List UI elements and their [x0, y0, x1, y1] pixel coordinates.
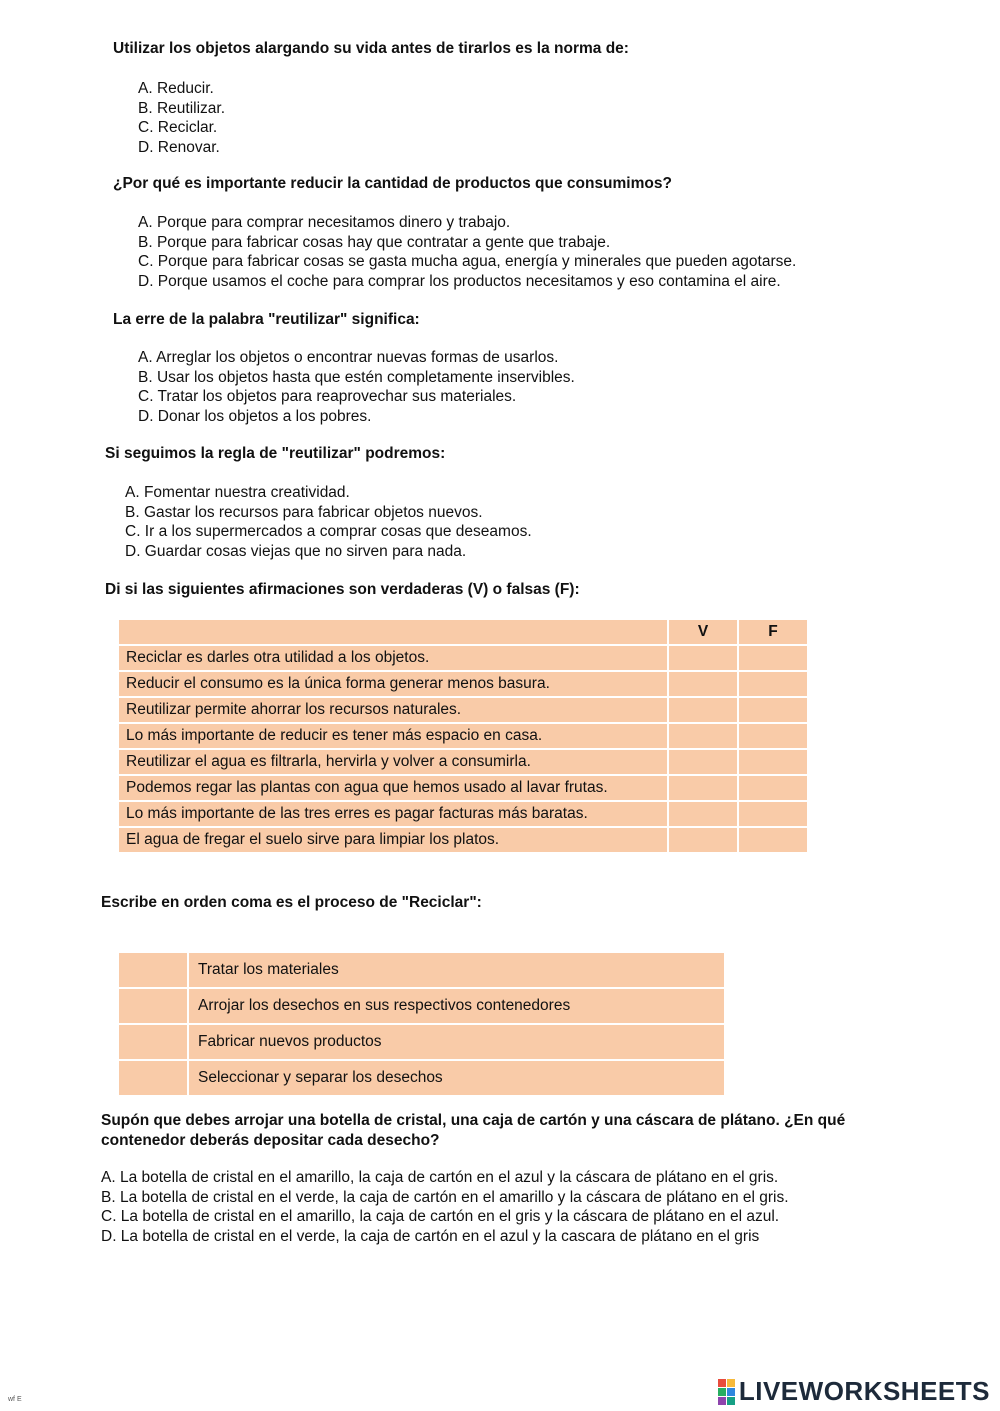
logo-icon	[718, 1379, 735, 1405]
option-3a[interactable]: A. Arreglar los objetos o encontrar nuevas formas de usarlos.	[138, 349, 559, 366]
option-7b[interactable]: B. La botella de cristal en el verde, la caja de cartón en el amarillo y la cáscara de plátano en el gris.	[101, 1188, 789, 1206]
option-2d[interactable]: D. Porque usamos el coche para comprar los productos necesitamos y eso contamina el aire.	[138, 272, 781, 290]
table-row	[119, 802, 807, 826]
table-row	[119, 953, 724, 987]
step-4: Seleccionar y separar los desechos	[189, 1061, 724, 1095]
statement-4: Lo más importante de reducir es tener más espacio en casa.	[119, 724, 667, 748]
option-1a[interactable]: A. Reducir.	[138, 80, 214, 97]
question-7-options	[101, 1168, 789, 1246]
question-6: Escribe en orden coma es el proceso de "Reciclar":	[101, 894, 482, 911]
table-row	[119, 989, 724, 1023]
table-row	[119, 724, 807, 748]
option-7a[interactable]: A. La botella de cristal en el amarillo, la caja de cartón en el azul y la cáscara de plátano en el gris.	[101, 1169, 779, 1186]
table-row	[119, 646, 807, 670]
option-4a[interactable]: A. Fomentar nuestra creatividad.	[125, 484, 350, 501]
table-row	[119, 1061, 724, 1095]
option-3d[interactable]: D. Donar los objetos a los pobres.	[138, 407, 372, 425]
answer-v-3[interactable]	[669, 698, 737, 722]
answer-v-5[interactable]	[669, 750, 737, 774]
option-3c[interactable]: C. Tratar los objetos para reaprovechar sus materiales.	[138, 388, 517, 405]
table-row	[119, 750, 807, 774]
question-4: Si seguimos la regla de "reutilizar" podremos:	[105, 445, 446, 462]
option-2c[interactable]: C. Porque para fabricar cosas se gasta mucha agua, energía y minerales que pueden agotarse.	[138, 253, 797, 270]
logo-text: LIVEWORKSHEETS	[738, 1376, 990, 1406]
question-2-options	[138, 213, 796, 291]
option-2a[interactable]: A. Porque para comprar necesitamos dinero y trabajo.	[138, 214, 511, 231]
table-row	[119, 672, 807, 696]
step-1: Tratar los materiales	[189, 953, 724, 987]
answer-v-7[interactable]	[669, 802, 737, 826]
header-blank-cell	[119, 620, 667, 644]
step-3: Fabricar nuevos productos	[189, 1025, 724, 1059]
question-2: ¿Por qué es importante reducir la cantidad de productos que consumimos?	[113, 175, 672, 192]
table-row	[119, 1025, 724, 1059]
option-4c[interactable]: C. Ir a los supermercados a comprar cosas que deseamos.	[125, 523, 532, 540]
answer-v-1[interactable]	[669, 646, 737, 670]
answer-v-2[interactable]	[669, 672, 737, 696]
option-1d[interactable]: D. Renovar.	[138, 138, 220, 156]
table-row	[119, 828, 807, 852]
statement-6: Podemos regar las plantas con agua que hemos usado al lavar frutas.	[119, 776, 667, 800]
option-4b[interactable]: B. Gastar los recursos para fabricar objetos nuevos.	[125, 503, 483, 521]
order-table	[117, 951, 726, 1097]
answer-f-7[interactable]	[739, 802, 807, 826]
question-7: Supón que debes arrojar una botella de cristal, una caja de cartón y una cáscara de plátano. ¿En qué contenedor deberás depositar cada desecho?	[101, 1112, 846, 1149]
question-3-options	[138, 348, 575, 426]
answer-f-1[interactable]	[739, 646, 807, 670]
option-7d[interactable]: D. La botella de cristal en el verde, la caja de cartón en el azul y la cascara de plátano en el gris	[101, 1227, 760, 1245]
option-3b[interactable]: B. Usar los objetos hasta que estén completamente inservibles.	[138, 368, 575, 386]
statement-7: Lo más importante de las tres erres es pagar facturas más baratas.	[119, 802, 667, 826]
statement-1: Reciclar es darles otra utilidad a los objetos.	[119, 646, 667, 670]
option-2b[interactable]: B. Porque para fabricar cosas hay que contratar a gente que trabaje.	[138, 233, 611, 251]
statement-8: El agua de fregar el suelo sirve para limpiar los platos.	[119, 828, 667, 852]
statement-3: Reutilizar permite ahorrar los recursos naturales.	[119, 698, 667, 722]
answer-f-4[interactable]	[739, 724, 807, 748]
order-input-2[interactable]	[119, 989, 187, 1023]
header-f: F	[739, 620, 807, 644]
option-1b[interactable]: B. Reutilizar.	[138, 99, 226, 117]
true-false-table	[117, 618, 809, 854]
answer-f-6[interactable]	[739, 776, 807, 800]
table-row	[119, 698, 807, 722]
header-v: V	[669, 620, 737, 644]
statement-5: Reutilizar el agua es filtrarla, hervirla y volver a consumirla.	[119, 750, 667, 774]
footer-mark: wf E	[8, 1396, 22, 1403]
answer-f-5[interactable]	[739, 750, 807, 774]
order-input-1[interactable]	[119, 953, 187, 987]
question-3: La erre de la palabra "reutilizar" significa:	[113, 311, 420, 328]
answer-v-6[interactable]	[669, 776, 737, 800]
answer-v-8[interactable]	[669, 828, 737, 852]
answer-v-4[interactable]	[669, 724, 737, 748]
order-input-3[interactable]	[119, 1025, 187, 1059]
answer-f-8[interactable]	[739, 828, 807, 852]
answer-f-2[interactable]	[739, 672, 807, 696]
answer-f-3[interactable]	[739, 698, 807, 722]
question-1-options	[138, 79, 225, 157]
question-4-options	[125, 483, 532, 561]
step-2: Arrojar los desechos en sus respectivos contenedores	[189, 989, 724, 1023]
option-1c[interactable]: C. Reciclar.	[138, 119, 218, 136]
table-header-row	[119, 620, 807, 644]
question-5: Di si las siguientes afirmaciones son verdaderas (V) o falsas (F):	[105, 581, 580, 598]
option-4d[interactable]: D. Guardar cosas viejas que no sirven para nada.	[125, 542, 467, 560]
table-row	[119, 776, 807, 800]
statement-2: Reducir el consumo es la única forma generar menos basura.	[119, 672, 667, 696]
option-7c[interactable]: C. La botella de cristal en el amarillo, la caja de cartón en el gris y la cáscara de plátano en el azul.	[101, 1208, 780, 1225]
question-1: Utilizar los objetos alargando su vida antes de tirarlos es la norma de:	[113, 40, 629, 57]
order-input-4[interactable]	[119, 1061, 187, 1095]
liveworksheets-logo[interactable]	[718, 1376, 990, 1407]
